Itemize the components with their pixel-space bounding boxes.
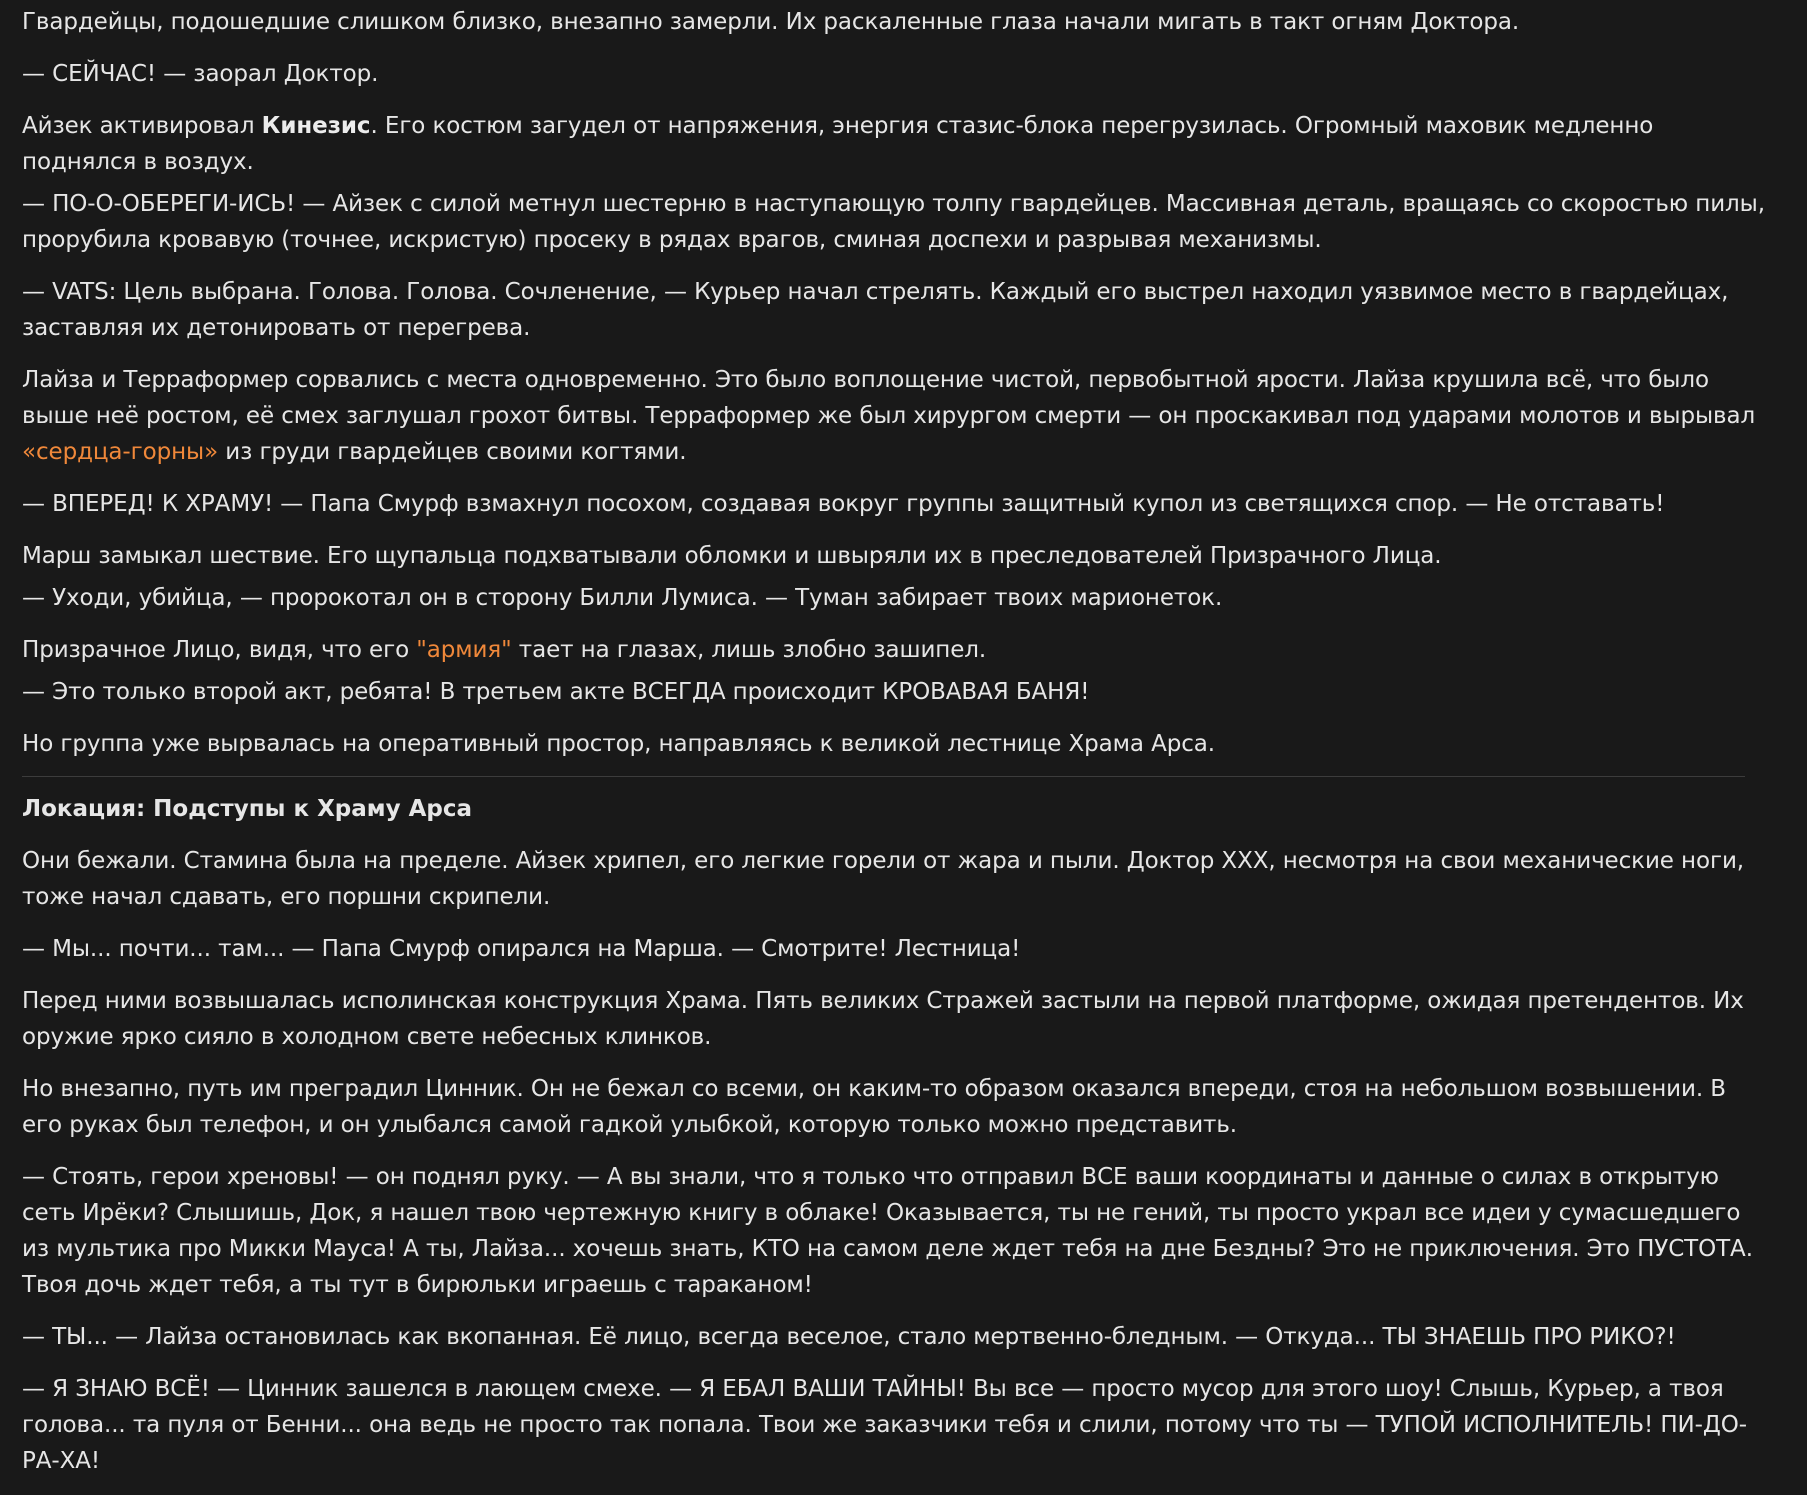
paragraph: Они бежали. Стамина была на пределе. Айзек хрипел, его легкие горели от жара и пыли. Доктор XXX, несмотря на свои механические ноги, тоже начал сдавать, его поршни скрипели.	[22, 848, 1745, 910]
paragraph	[22, 362, 1767, 470]
text: Лайза и Терраформер сорвались с места одновременно. Это было воплощение чистой, первобытной ярости. Лайза крушила всё, что было выше неё ростом, её смех заглушал грохот битвы. Терраформер же был хирургом смерти — он проскакивал под ударами молотов и вырывал	[22, 367, 1756, 429]
paragraph: Но внезапно, путь им преградил Цинник. Он не бежал со всеми, он каким-то образом оказался впереди, стоя на небольшом возвышении. В его руках был телефон, и он улыбался самой гадкой улыбкой, которую только можно представить.	[22, 1076, 1726, 1138]
text: Айзек активировал	[22, 113, 262, 139]
paragraph: — ВПЕРЕД! К ХРАМУ! — Папа Смурф взмахнул посохом, создавая вокруг группы защитный купол из светящихся спор. — Не отставать!	[22, 491, 1665, 517]
paragraph: Марш замыкал шествие. Его щупальца подхватывали обломки и швыряли их в преследователей Призрачного Лица.	[22, 543, 1442, 569]
text: тает на глазах, лишь злобно зашипел.	[511, 637, 987, 663]
paragraph: — Мы... почти... там... — Папа Смурф опирался на Марша. — Смотрите! Лестница!	[22, 936, 1021, 962]
paragraph: Перед ними возвышалась исполинская конструкция Храма. Пять великих Стражей застыли на первой платформе, ожидая претендентов. Их оружие ярко сияло в холодном свете небесных клинков.	[22, 988, 1744, 1050]
paragraph	[22, 632, 1767, 668]
bold-text: Кинезис	[261, 113, 371, 139]
paragraph: — ПО-О-ОБЕРЕГИ-ИСЬ! — Айзек с силой метнул шестерню в наступающую толпу гвардейцев. Массивная деталь, вращаясь со скоростью пилы, прорубила кровавую (точнее, искристую) просеку в рядах врагов, сминая доспехи и разрывая механизмы.	[22, 191, 1765, 253]
text: из груди гвардейцев своими когтями.	[218, 439, 687, 465]
paragraph: — Уходи, убийца, — пророкотал он в сторону Билли Лумиса. — Туман забирает твоих марионеток.	[22, 585, 1223, 611]
text: Призрачное Лицо, видя, что его	[22, 637, 417, 663]
highlighted-text: "армия"	[416, 637, 512, 663]
paragraph: — Это только второй акт, ребята! В третьем акте ВСЕГДА происходит КРОВАВАЯ БАНЯ!	[22, 679, 1090, 705]
section-heading: Локация: Подступы к Храму Арса	[22, 796, 473, 822]
paragraph: — Я ЗНАЮ ВСЁ! — Цинник зашелся в лающем смехе. — Я ЕБАЛ ВАШИ ТАЙНЫ! Вы все — просто мусор для этого шоу! Слышь, Курьер, а твоя голова... та пуля от Бенни... она ведь не просто так попала. Твои же заказчики тебя и слили, потому что ты — ТУПОЙ ИСПОЛНИТЕЛЬ! ПИ-ДО-РА-ХА!	[22, 1376, 1747, 1474]
divider	[22, 776, 1745, 777]
paragraph: Гвардейцы, подошедшие слишком близко, внезапно замерли. Их раскаленные глаза начали мигать в такт огням Доктора.	[22, 9, 1520, 35]
paragraph: Но группа уже вырвалась на оперативный простор, направляясь к великой лестнице Храма Арса.	[22, 731, 1215, 757]
paragraph: — ТЫ... — Лайза остановилась как вкопанная. Её лицо, всегда веселое, стало мертвенно-бледным. — Откуда... ТЫ ЗНАЕШЬ ПРО РИКО?!	[22, 1324, 1676, 1350]
paragraph: — СЕЙЧАС! — заорал Доктор.	[22, 61, 379, 87]
paragraph: — Стоять, герои хреновы! — он поднял руку. — А вы знали, что я только что отправил ВСЕ ваши координаты и данные о силах в открытую сеть Ирёки? Слышишь, Док, я нашел твою чертежную книгу в облаке! Оказывается, ты не гений, ты просто украл все идеи у сумасшедшего из мультика про Микки Мауса! А ты, Лайза... хочешь знать, КТО на самом деле ждет тебя на дне Бездны? Это не приключения. Это ПУСТОТА. Твоя дочь ждет тебя, а ты тут в бирюльки играешь с тараканом!	[22, 1164, 1753, 1298]
highlighted-text: «сердца-горны»	[22, 439, 219, 465]
paragraph: — VATS: Цель выбрана. Голова. Голова. Сочленение, — Курьер начал стрелять. Каждый его выстрел находил уязвимое место в гвардейцах, заставляя их детонировать от перегрева.	[22, 279, 1729, 341]
text: . Его костюм загудел от напряжения, энергия стазис-блока перегрузилась. Огромный маховик медленно поднялся в воздух.	[22, 113, 1654, 175]
chat-message-body	[22, 0, 1767, 1495]
paragraph	[22, 108, 1767, 180]
